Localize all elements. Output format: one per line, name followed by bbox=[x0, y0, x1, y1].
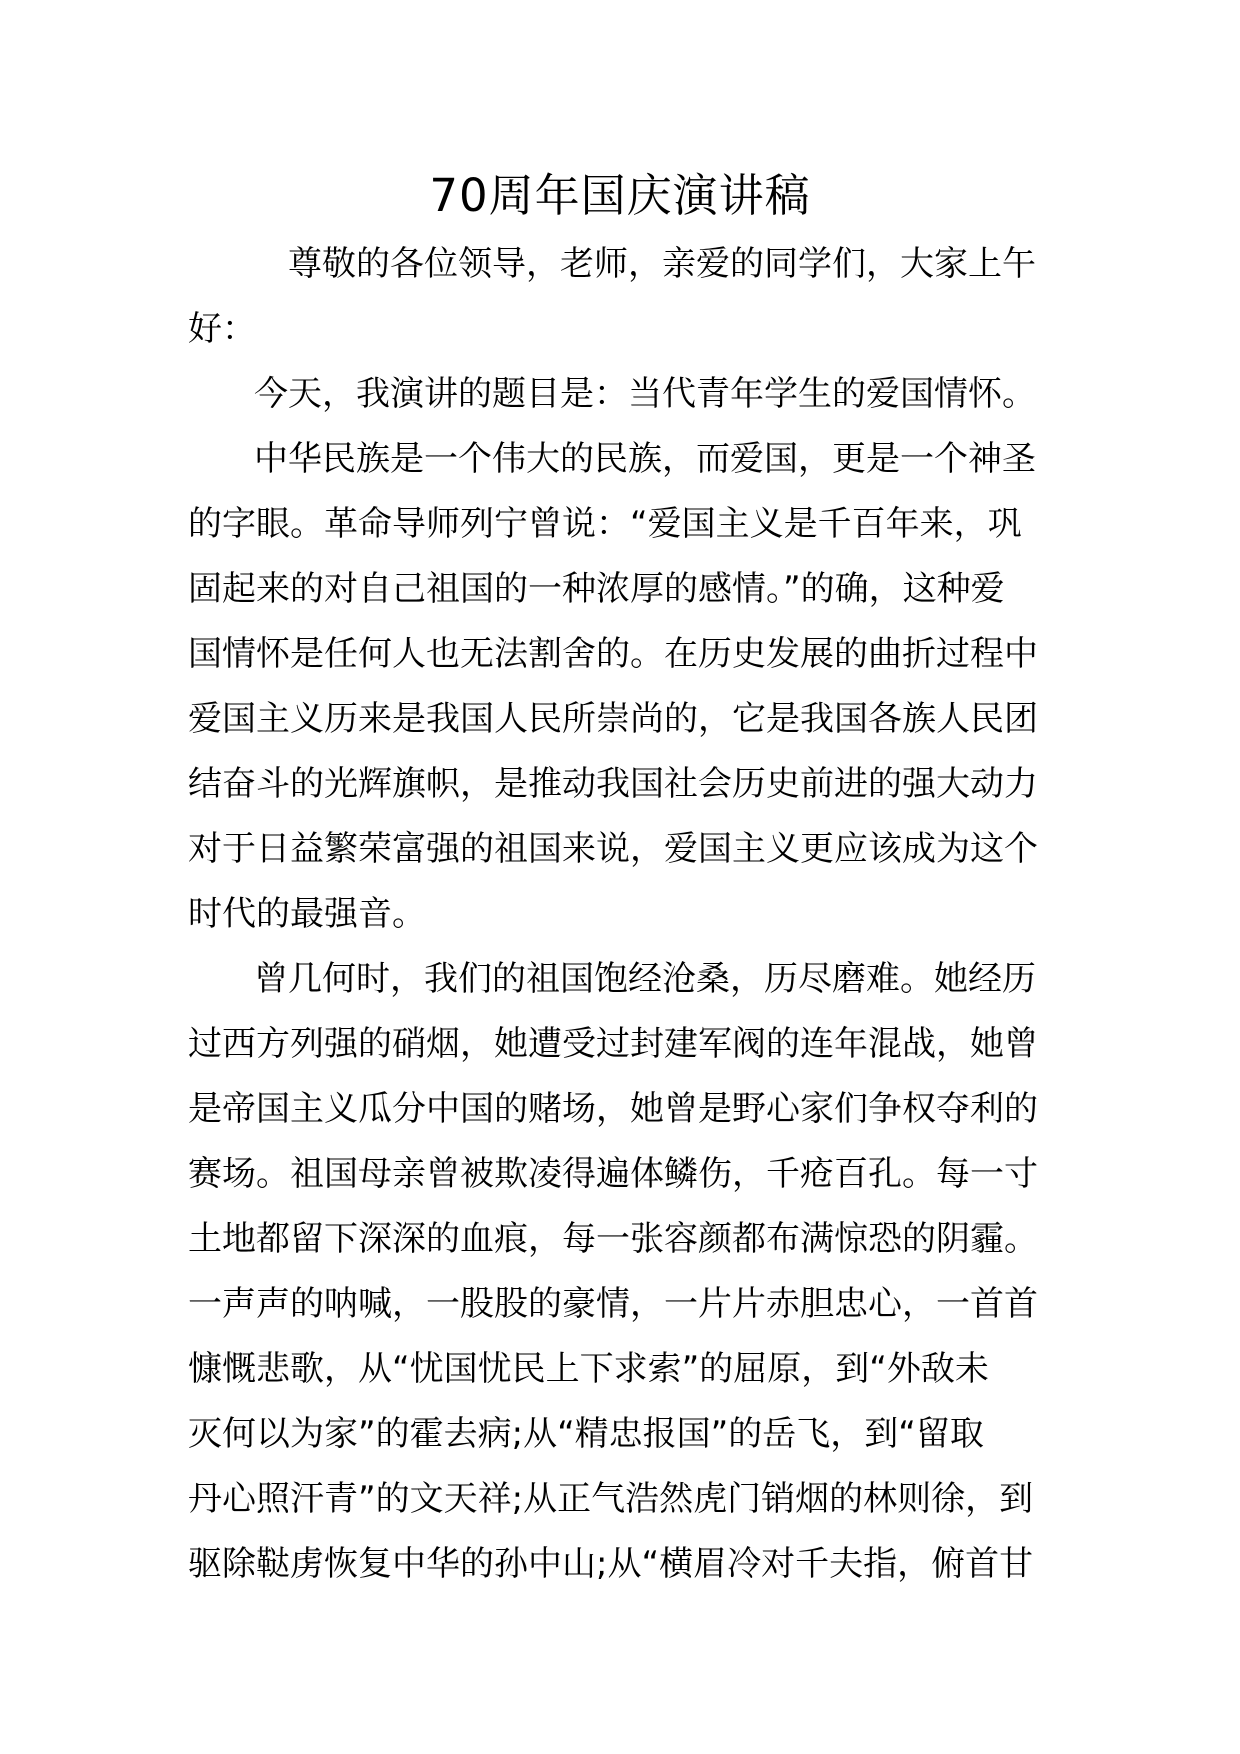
text-line: 过西方列强的硝烟，她遭受过封建军阀的连年混战，她曾 bbox=[188, 1024, 1038, 1064]
text-line: 驱除鞑虏恢复中华的孙中山;从“横眉冷对千夫指，俯首甘 bbox=[188, 1544, 1034, 1584]
text-line: 国情怀是任何人也无法割舍的。在历史发展的曲折过程中 bbox=[188, 634, 1038, 674]
text-line: 爱国主义历来是我国人民所崇尚的，它是我国各族人民团 bbox=[188, 699, 1038, 739]
page-title: 70周年国庆演讲稿 bbox=[429, 169, 811, 222]
text-line: 土地都留下深深的血痕，每一张容颜都布满惊恐的阴霾。 bbox=[188, 1219, 1038, 1259]
speech-body bbox=[188, 232, 1058, 1597]
text-line: 好： bbox=[188, 309, 256, 349]
text-line: 丹心照汗青”的文天祥;从正气浩然虎门销烟的林则徐，到 bbox=[188, 1479, 1034, 1519]
text-line: 赛场。祖国母亲曾被欺凌得遍体鳞伤，千疮百孔。每一寸 bbox=[188, 1154, 1038, 1194]
text-line-paragraph-start: 中华民族是一个伟大的民族，而爱国，更是一个神圣 bbox=[254, 439, 1036, 479]
text-line-paragraph-start: 曾几何时，我们的祖国饱经沧桑，历尽磨难。她经历 bbox=[254, 959, 1036, 999]
text-line: 时代的最强音。 bbox=[188, 894, 426, 934]
text-line: 结奋斗的光辉旗帜，是推动我国社会历史前进的强大动力 bbox=[188, 764, 1038, 804]
text-line-topic: 今天，我演讲的题目是：当代青年学生的爱国情怀。 bbox=[254, 374, 1036, 414]
text-line: 的字眼。革命导师列宁曾说：“爱国主义是千百年来，巩 bbox=[188, 504, 1022, 544]
text-line: 慷慨悲歌，从“忧国忧民上下求索”的屈原，到“外敌未 bbox=[188, 1349, 989, 1389]
text-line-greeting: 尊敬的各位领导，老师，亲爱的同学们，大家上午 bbox=[288, 244, 1036, 284]
text-line: 灭何以为家”的霍去病;从“精忠报国”的岳飞，到“留取 bbox=[188, 1414, 984, 1454]
text-line: 是帝国主义瓜分中国的赌场，她曾是野心家们争权夺利的 bbox=[188, 1089, 1038, 1129]
text-line: 对于日益繁荣富强的祖国来说，爱国主义更应该成为这个 bbox=[188, 829, 1038, 869]
text-line: 固起来的对自己祖国的一种浓厚的感情。”的确，这种爱 bbox=[188, 569, 1005, 609]
text-line: 一声声的呐喊，一股股的豪情，一片片赤胆忠心，一首首 bbox=[188, 1284, 1038, 1324]
